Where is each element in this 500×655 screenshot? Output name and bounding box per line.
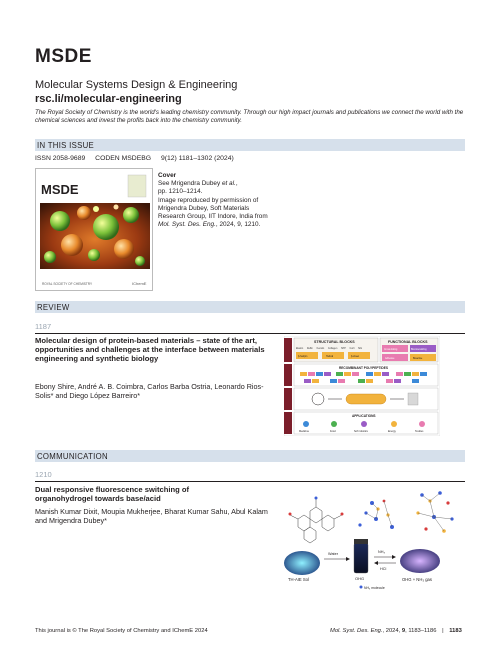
issn: ISSN 2058-9689 bbox=[35, 155, 86, 162]
structural-item: Keratin bbox=[316, 347, 325, 350]
cover-rsc-mark: ROYAL SOCIETY OF CHEMISTRY bbox=[42, 282, 93, 286]
review-authors: Ebony Shire, André A. B. Coimbra, Carlos Barba Ostria, Leonardo Rios-Solis* and Diego López Barreiro* bbox=[35, 382, 264, 400]
label-molecule: NH₃ molecule bbox=[364, 586, 385, 590]
molecule-left bbox=[290, 499, 342, 543]
label-hcl: HCl bbox=[380, 567, 387, 571]
functional-box: Bioactive bbox=[413, 358, 423, 360]
functional-box: Biomineralizing bbox=[411, 349, 427, 351]
communication-title[interactable]: Dual responsive fluorescence switching of organohydrogel towards base/acid bbox=[35, 485, 190, 504]
section-heading: COMMUNICATION bbox=[37, 451, 108, 461]
cover-et-al: et al. bbox=[221, 180, 236, 188]
footer-volume: 9 bbox=[401, 628, 406, 634]
section-heading: REVIEW bbox=[37, 302, 70, 312]
communication-page-number[interactable]: 1210 bbox=[35, 470, 52, 479]
cover-credit-end: , 2024, 9, 1210. bbox=[215, 221, 261, 229]
section-bar-in-this-issue bbox=[35, 139, 465, 151]
footer-separator: | bbox=[442, 628, 444, 634]
applications-heading: APPLICATIONS bbox=[352, 414, 376, 418]
section-bar-communication bbox=[35, 450, 465, 462]
label-water: Water bbox=[328, 552, 338, 556]
structural-box: β-sheet bbox=[351, 355, 360, 358]
structural-heading: STRUCTURAL BLOCKS bbox=[314, 340, 355, 344]
cover-icheme-mark: IChemE bbox=[132, 281, 147, 286]
label-nh3: NH₃ bbox=[378, 550, 386, 554]
journal-full-title: Molecular Systems Design & Engineering bbox=[35, 79, 238, 91]
svg-text:Elastin Reflin Ker bbox=[296, 347, 363, 350]
volume-info: 9(12) 1181–1302 (2024) bbox=[160, 155, 234, 162]
journal-abbrev: MSDE bbox=[35, 46, 92, 67]
structural-item: Silk bbox=[358, 347, 362, 350]
cover-see-text: See Mrigendra Dubey bbox=[158, 180, 222, 188]
application-label: Soft robotics bbox=[354, 430, 368, 433]
structural-box: Helical bbox=[326, 355, 334, 358]
structural-item: SPP bbox=[341, 347, 346, 350]
application-label: Medicine bbox=[299, 430, 310, 433]
functional-heading: FUNCTIONAL BLOCKS bbox=[388, 340, 428, 344]
review-page-number[interactable]: 1187 bbox=[35, 322, 52, 331]
footer-page-number: 1183 bbox=[449, 628, 462, 634]
functional-box: Cross-linking bbox=[384, 349, 398, 351]
review-title[interactable]: Molecular design of protein-based materials – state of the art, opportunities and challenges at the interface between materials engineering and synthetic biology bbox=[35, 336, 265, 364]
molecule-cluster-right bbox=[416, 491, 453, 533]
structural-item: Reflin bbox=[306, 347, 313, 350]
label-ohg: OHG bbox=[355, 576, 365, 581]
rsc-blurb: The Royal Society of Chemistry is the world's leading chemistry community. Through our high impact journals and publications we connect the world with the chemical sciences and invest the profits back into the chemistry community. bbox=[35, 109, 464, 125]
cover-image[interactable] bbox=[35, 168, 153, 291]
section-heading: IN THIS ISSUE bbox=[37, 140, 95, 150]
journal-url[interactable]: rsc.li/molecular-engineering bbox=[35, 93, 182, 105]
cover-see-end: , bbox=[235, 180, 238, 188]
cover-illustration bbox=[36, 169, 153, 291]
cover-credit-journal: Mol. Syst. Des. Eng. bbox=[158, 221, 216, 229]
communication-rule bbox=[35, 481, 465, 482]
cover-label: Cover bbox=[158, 172, 177, 179]
communication-figure bbox=[280, 483, 465, 601]
functional-box: Adhesive bbox=[385, 358, 395, 360]
cover-thumb-title: MSDE bbox=[41, 182, 79, 197]
footer-citation bbox=[330, 628, 462, 634]
application-label: Textiles bbox=[415, 430, 424, 433]
coden: CODEN MSDEBG bbox=[95, 155, 152, 162]
application-label: Food bbox=[330, 430, 336, 433]
molecule-cluster-middle bbox=[358, 500, 394, 529]
cover-credit bbox=[158, 197, 268, 230]
label-sol: TH-AIE Sol bbox=[288, 577, 309, 582]
recombinant-heading: RECOMBINANT POLYPEPTIDES bbox=[339, 366, 388, 370]
cover-see-line bbox=[158, 180, 268, 188]
structural-item: Curli bbox=[349, 347, 355, 350]
cover-caption bbox=[158, 172, 268, 229]
footer-pages: , 1183–1186 bbox=[405, 628, 437, 634]
section-bar-review bbox=[35, 301, 465, 313]
footer-copyright: This journal is © The Royal Society of Chemistry and IChemE 2024 bbox=[35, 628, 208, 634]
review-figure bbox=[284, 336, 440, 436]
cover-credit-text: Image reproduced by permission of Mrigendra Dubey, Soft Materials Research Group, IIT Indore, India from bbox=[158, 196, 268, 221]
communication-authors: Manish Kumar Dixit, Moupia Mukherjee, Bharat Kumar Sahu, Abul Kalam and Mrigendra Dubey* bbox=[35, 507, 268, 525]
footer-year: , 2024, bbox=[382, 628, 402, 634]
structural-box: β-hairpin bbox=[298, 355, 308, 358]
structural-item: Elastin bbox=[296, 347, 304, 350]
label-ohg-gas: OHG + NH₃ gas bbox=[402, 577, 432, 582]
structural-item: Collagen bbox=[327, 347, 338, 350]
issue-info bbox=[35, 155, 242, 162]
review-rule bbox=[35, 333, 465, 334]
cover-pages: pp. 1210–1214. bbox=[158, 188, 203, 196]
footer-journal: Mol. Syst. Des. Eng. bbox=[330, 628, 383, 634]
application-label: Energy bbox=[388, 430, 396, 433]
